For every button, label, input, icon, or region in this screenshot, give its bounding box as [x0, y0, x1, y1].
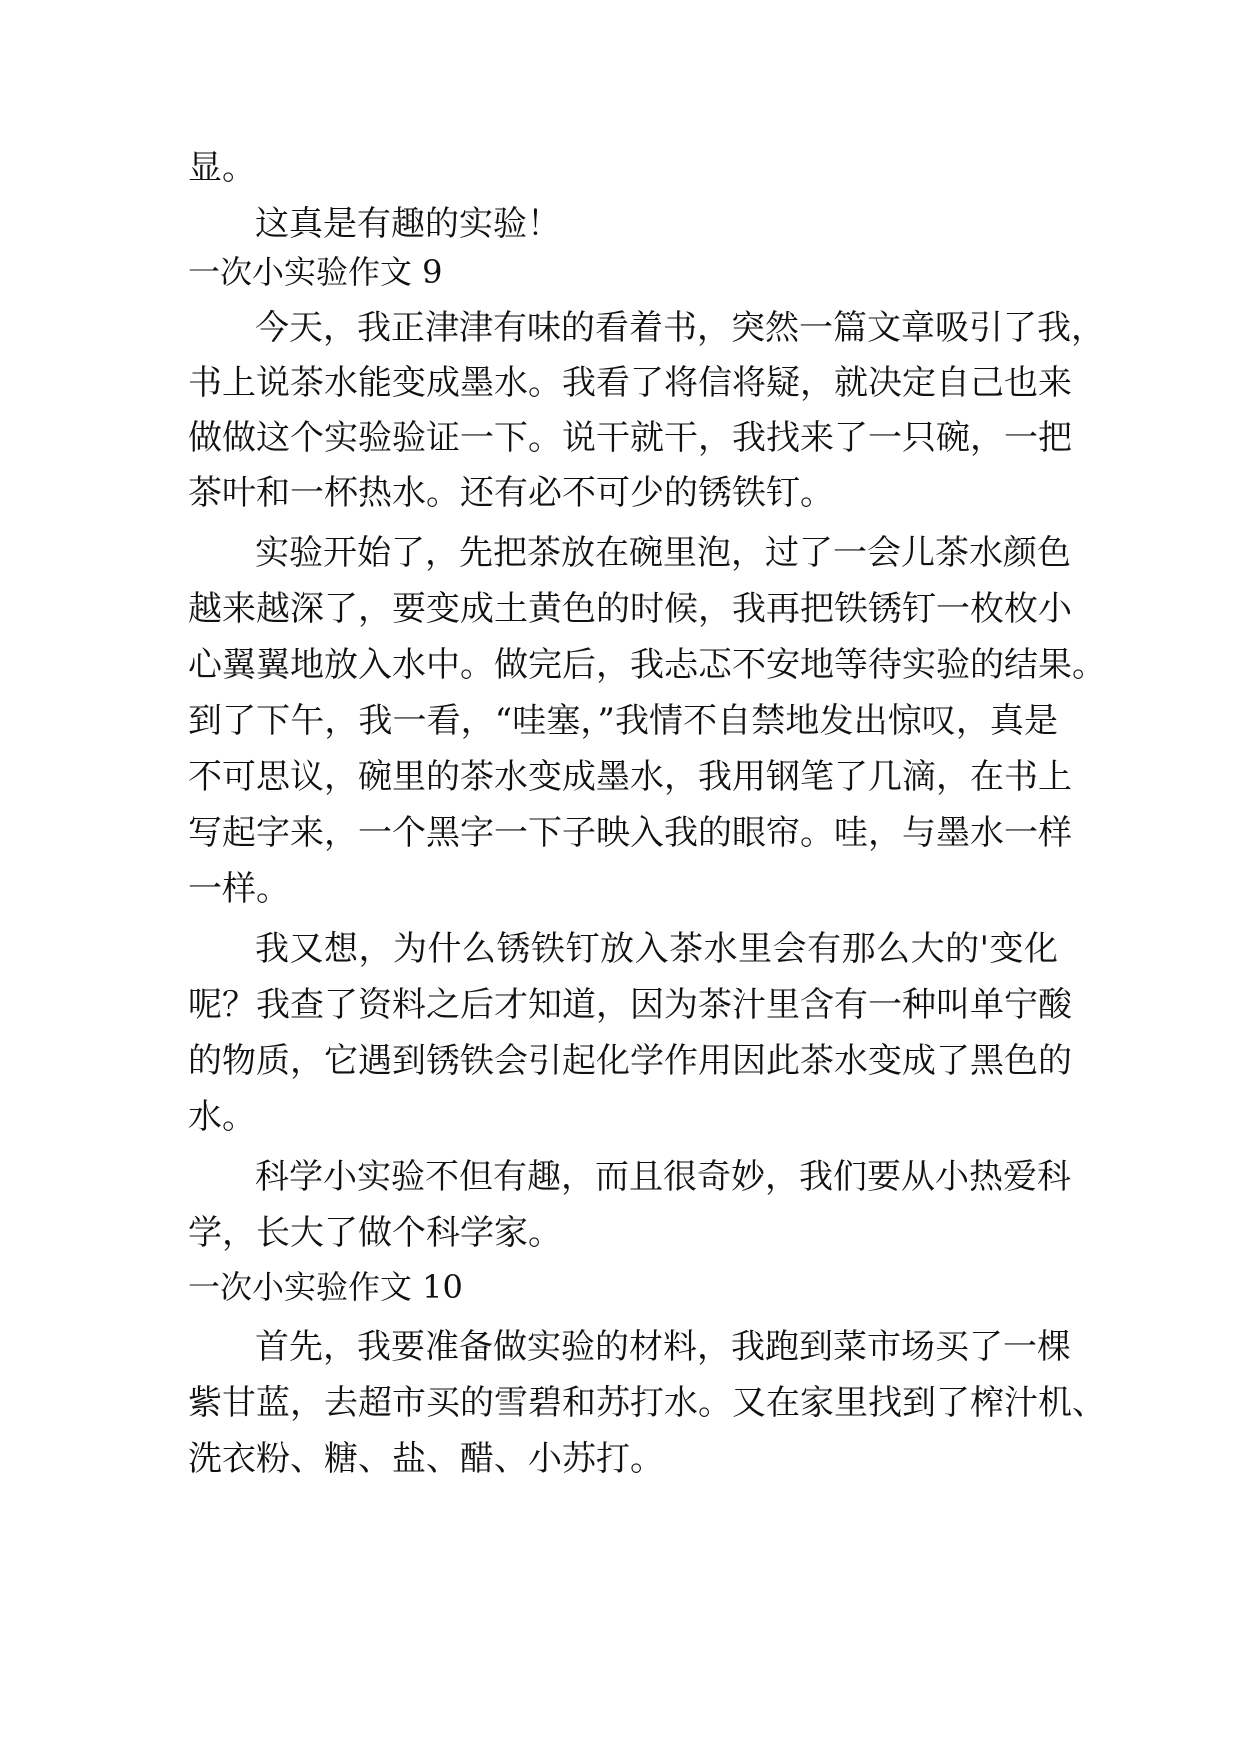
text-line: 茶叶和一杯热水。还有必不可少的锈铁钉。	[188, 473, 834, 513]
text-line: 写起字来，一个黑字一下子映入我的眼帘。哇，与墨水一样	[188, 813, 1072, 853]
text-line: 呢？我查了资料之后才知道，因为茶汁里含有一种叫单宁酸	[188, 985, 1072, 1025]
text-line: 首先，我要准备做实验的材料，我跑到菜市场买了一棵	[255, 1327, 1071, 1367]
text-line: 到了下午，我一看，“哇塞，”我情不自禁地发出惊叹，真是	[188, 701, 1058, 741]
text-line: 书上说茶水能变成墨水。我看了将信将疑，就决定自己也来	[188, 363, 1072, 403]
text-line: 今天，我正津津有味的看着书，突然一篇文章吸引了我，	[255, 308, 1105, 348]
text-line: 心翼翼地放入水中。做完后，我忐忑不安地等待实验的结果。	[188, 645, 1106, 685]
text-line: 学，长大了做个科学家。	[188, 1213, 562, 1253]
text-line: 做做这个实验验证一下。说干就干，我找来了一只碗，一把	[188, 418, 1072, 458]
text-line: 水。	[188, 1097, 256, 1137]
section-heading: 一次小实验作文 10	[188, 1268, 463, 1306]
text-line: 紫甘蓝，去超市买的雪碧和苏打水。又在家里找到了榨汁机、	[188, 1383, 1106, 1423]
text-line: 这真是有趣的实验！	[255, 204, 561, 244]
text-line: 不可思议，碗里的茶水变成墨水，我用钢笔了几滴，在书上	[188, 757, 1072, 797]
section-heading: 一次小实验作文 9	[188, 253, 443, 291]
text-line: 洗衣粉、糖、盐、醋、小苏打。	[188, 1439, 664, 1479]
text-line: 实验开始了，先把茶放在碗里泡，过了一会儿茶水颜色	[255, 533, 1071, 573]
text-line: 科学小实验不但有趣，而且很奇妙，我们要从小热爱科	[255, 1157, 1071, 1197]
text-line: 越来越深了，要变成土黄色的时候，我再把铁锈钉一枚枚小	[188, 589, 1072, 629]
text-line: 我又想，为什么锈铁钉放入茶水里会有那么大的'变化	[255, 929, 1058, 969]
text-line: 的物质，它遇到锈铁会引起化学作用因此茶水变成了黑色的	[188, 1041, 1072, 1081]
text-line: 显。	[188, 148, 256, 188]
text-line: 一样。	[188, 869, 290, 909]
